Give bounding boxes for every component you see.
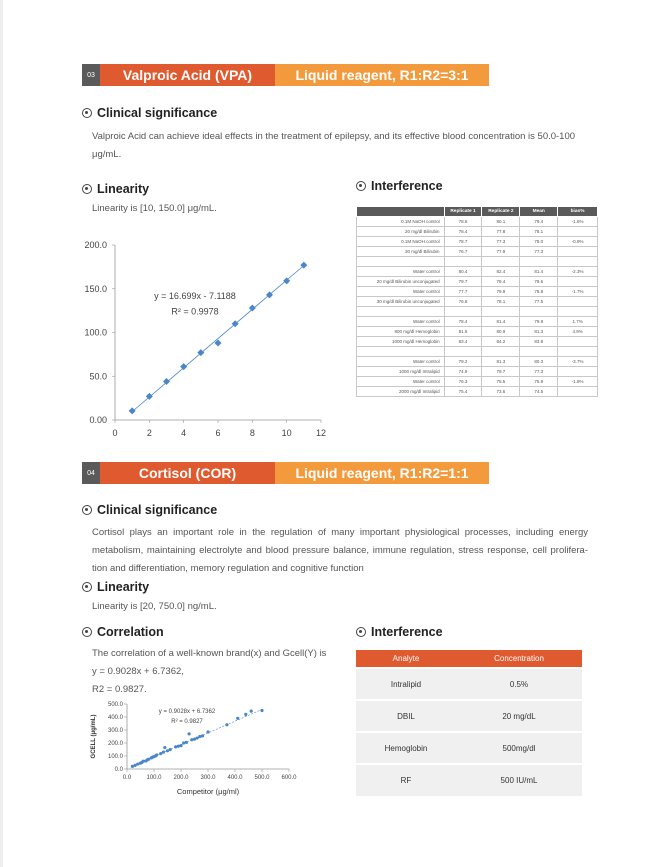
y-tick-label: 200.0 (107, 741, 123, 747)
table-cell: 74.9 (444, 367, 482, 377)
y-tick-label: 0.00 (89, 415, 107, 425)
data-point (236, 717, 239, 720)
correlation-line-1: The correlation of a well-known brand(x) and Gcell(Y) is (92, 648, 327, 659)
table-cell: 79.9 (482, 287, 520, 297)
x-tick-label: 100.0 (146, 775, 162, 781)
table-cell (558, 387, 598, 397)
y-axis-label: GCELL (μg/mL) (91, 714, 97, 759)
table-cell: 79.4 (482, 277, 520, 287)
table-cell (558, 277, 598, 287)
data-point (129, 407, 136, 414)
table-cell: Hemoglobin (356, 732, 456, 764)
data-point (179, 744, 182, 747)
table-cell: 78.6 (444, 217, 482, 227)
data-point (198, 735, 201, 738)
linearity-chart (72, 232, 342, 447)
data-point (163, 746, 166, 749)
table-cell: 30 mg/dl Bilirubin (357, 247, 445, 257)
table-cell: 78.0 (520, 237, 558, 247)
table-cell: 80.3 (520, 357, 558, 367)
table-cell: 82.4 (482, 267, 520, 277)
clinical-heading: Clinical significance (82, 503, 217, 517)
target-icon (82, 184, 92, 194)
table-cell: 75.9 (520, 377, 558, 387)
table-row (357, 377, 598, 387)
table-cell (558, 257, 598, 267)
x-tick-label: 12 (315, 428, 327, 438)
table-cell: 80.4 (444, 267, 482, 277)
data-point (163, 378, 170, 385)
x-tick-label: 400.0 (227, 775, 243, 781)
table-cell: 75.4 (444, 387, 482, 397)
data-point (260, 709, 263, 712)
table-row (357, 237, 598, 247)
target-icon (82, 505, 92, 515)
table-cell (520, 307, 558, 317)
table-cell: -1.8% (558, 377, 598, 387)
clinical-heading: Clinical significance (82, 106, 217, 120)
table-cell: 79.4 (520, 217, 558, 227)
table-row (356, 732, 582, 764)
data-point (182, 741, 185, 744)
table-row (357, 227, 598, 237)
reagent-banner: Liquid reagent, R1:R2=3:1 (275, 64, 489, 86)
table-cell (520, 257, 558, 267)
table-row (356, 700, 582, 732)
target-icon (82, 627, 92, 637)
table-cell (558, 307, 598, 317)
table-cell: 79.7 (482, 367, 520, 377)
table-cell: 78.4 (444, 317, 482, 327)
table-cell: 20 mg/dL (456, 700, 582, 732)
table-cell: 77.9 (482, 247, 520, 257)
table-row (357, 217, 598, 227)
table-cell: 78.7 (444, 237, 482, 247)
table-cell: 0.1M NaOH control (357, 217, 445, 227)
linearity-text: Linearity is [10, 150.0] μg/mL. (92, 203, 217, 214)
linearity-heading: Linearity (82, 580, 149, 594)
table-header-cell: bias% (558, 207, 598, 217)
r2-label: R² = 0.9978 (171, 306, 219, 317)
x-axis-label: Competitor (μg/ml) (176, 787, 240, 796)
table-cell: RF (356, 764, 456, 796)
table-cell (558, 367, 598, 377)
table-header-cell (357, 207, 445, 217)
table-cell: 79.7 (444, 277, 482, 287)
data-point (174, 745, 177, 748)
page-edge (0, 0, 3, 867)
table-row (357, 307, 598, 317)
table-cell: 80.1 (482, 217, 520, 227)
data-point (249, 305, 256, 312)
clinical-text: Cortisol plays an important role in the regulation of many important physiological processes, including energy metabolism, maintaining electrolyte and blood pressure balance, immune regulation, stress response, cell prolifera-tion and differentiation, memory regulation and cognitive function (92, 527, 588, 574)
section-number: 04 (82, 462, 100, 484)
table-cell: 800 mg/dl Hemoglobin (357, 327, 445, 337)
table-cell: 78.4 (444, 227, 482, 237)
data-point (162, 751, 165, 754)
section-title: Cortisol (COR) (100, 462, 275, 484)
table-cell: 77.8 (482, 227, 520, 237)
table-cell (444, 307, 482, 317)
table-row (357, 357, 598, 367)
x-tick-label: 600.0 (281, 775, 297, 781)
table-cell: 30 mg/dl Bilirubin unconjugated (357, 297, 445, 307)
table-cell: 1000 mg/dl Intralipid (357, 367, 445, 377)
x-tick-label: 300.0 (200, 775, 216, 781)
table-cell (558, 337, 598, 347)
table-cell: 1000 mg/dl Hemoglobin (357, 337, 445, 347)
table-header-cell: Analyte (356, 650, 456, 668)
x-tick-label: 0.0 (122, 775, 132, 781)
table-cell: 81.4 (482, 317, 520, 327)
table-cell: 80.9 (482, 327, 520, 337)
table-row (357, 337, 598, 347)
data-point (206, 730, 209, 733)
y-tick-label: 100.0 (84, 327, 107, 338)
target-icon (82, 108, 92, 118)
table-cell: 77.3 (520, 367, 558, 377)
section-number: 03 (82, 64, 100, 86)
interference-table (356, 206, 598, 397)
table-cell: 20 mg/dl Bilirubin unconjugated (357, 277, 445, 287)
table-cell: 77.7 (444, 287, 482, 297)
table-cell (357, 347, 445, 357)
table-cell: -2.3% (558, 267, 598, 277)
table-cell: 79.9 (520, 317, 558, 327)
table-cell: 78.1 (520, 227, 558, 237)
data-point (142, 760, 145, 763)
table-row (357, 367, 598, 377)
table-cell: 79.2 (444, 357, 482, 367)
table-cell: 81.4 (520, 267, 558, 277)
table-row (357, 387, 598, 397)
x-tick-label: 0 (112, 428, 118, 438)
table-row (357, 277, 598, 287)
table-cell: 76.3 (444, 377, 482, 387)
data-point (225, 723, 228, 726)
table-cell (357, 307, 445, 317)
linearity-text: Linearity is [20, 750.0] ng/mL. (92, 601, 217, 612)
table-row (357, 347, 598, 357)
table-cell: 4.9% (558, 327, 598, 337)
table-row (357, 317, 598, 327)
table-cell: 79.6 (520, 277, 558, 287)
table-cell (558, 227, 598, 237)
table-row (356, 764, 582, 796)
correlation-heading: Correlation (82, 625, 164, 639)
x-tick-label: 8 (249, 428, 255, 438)
table-cell: 83.8 (520, 337, 558, 347)
table-cell (444, 347, 482, 357)
table-row (357, 287, 598, 297)
data-point (201, 734, 204, 737)
y-tick-label: 150.0 (84, 283, 107, 294)
table-cell: 77.3 (520, 247, 558, 257)
interference-table-2 (356, 650, 582, 796)
table-cell: -0.9% (558, 237, 598, 247)
table-cell (558, 297, 598, 307)
data-point (169, 748, 172, 751)
y-tick-label: 300.0 (107, 728, 123, 734)
data-point (244, 713, 247, 716)
table-cell: Water control (357, 377, 445, 387)
table-cell: 84.2 (482, 337, 520, 347)
table-cell: 500mg/dl (456, 732, 582, 764)
table-header-row (356, 650, 582, 668)
table-cell (357, 257, 445, 267)
table-header-cell: Replicate 1 (444, 207, 482, 217)
x-tick-label: 2 (146, 428, 152, 438)
table-row (356, 668, 582, 700)
target-icon (82, 582, 92, 592)
y-tick-label: 50.0 (89, 371, 107, 382)
table-row (357, 267, 598, 277)
x-tick-label: 4 (181, 428, 187, 438)
table-cell: 77.5 (520, 297, 558, 307)
table-cell: Water control (357, 287, 445, 297)
table-cell (482, 257, 520, 267)
trendline (132, 266, 304, 412)
table-cell: 73.6 (482, 387, 520, 397)
correlation-line-3: R2 = 0.9827. (92, 684, 147, 695)
table-cell: 2000 mg/dl Intralipid (357, 387, 445, 397)
y-tick-label: 100.0 (107, 754, 123, 760)
x-tick-label: 10 (281, 428, 292, 438)
table-header-cell: Mean (520, 207, 558, 217)
equation-label: y = 0.9028x + 6.7362 (158, 709, 216, 715)
table-header-row (357, 207, 598, 217)
y-tick-label: 500.0 (107, 702, 123, 708)
table-row (357, 327, 598, 337)
data-point (159, 752, 162, 755)
table-cell: 83.4 (444, 337, 482, 347)
table-row (357, 247, 598, 257)
target-icon (356, 181, 366, 191)
table-cell (558, 347, 598, 357)
table-cell: 500 IU/mL (456, 764, 582, 796)
table-cell: Water control (357, 267, 445, 277)
data-point (188, 732, 191, 735)
data-point (196, 736, 199, 739)
table-cell (558, 247, 598, 257)
data-point (190, 738, 193, 741)
data-point (180, 363, 187, 370)
table-cell: 1.7% (558, 317, 598, 327)
table-cell: Intralipid (356, 668, 456, 700)
correlation-chart (86, 698, 304, 803)
table-header-cell: Replicate 2 (482, 207, 520, 217)
table-row (357, 257, 598, 267)
table-cell: 0.1M NaOH control (357, 237, 445, 247)
table-cell: 78.1 (482, 297, 520, 307)
table-cell: 76.7 (444, 247, 482, 257)
table-cell: 74.5 (520, 387, 558, 397)
table-cell: 20 mg/dl Bilirubin (357, 227, 445, 237)
table-cell: 78.8 (520, 287, 558, 297)
x-tick-label: 6 (215, 428, 221, 438)
linearity-heading: Linearity (82, 182, 149, 196)
table-cell: 81.3 (520, 327, 558, 337)
table-cell: DBIL (356, 700, 456, 732)
y-tick-label: 400.0 (107, 715, 123, 721)
clinical-text: Valproic Acid can achieve ideal effects in the treatment of epilepsy, and its effective blood concentration is 50.0-100 μg/mL. (92, 131, 576, 160)
table-cell: 81.6 (444, 327, 482, 337)
table-cell: -3.7% (558, 357, 598, 367)
equation-label: y = 16.699x - 7.1188 (154, 291, 236, 301)
table-cell: Water control (357, 317, 445, 327)
x-tick-label: 500.0 (254, 775, 270, 781)
correlation-line-2: y = 0.9028x + 6.7362, (92, 666, 184, 677)
table-cell: -1.6% (558, 217, 598, 227)
table-cell: 76.8 (444, 297, 482, 307)
table-header-cell: Concentration (456, 650, 582, 668)
target-icon (356, 627, 366, 637)
table-cell (520, 347, 558, 357)
data-point (155, 753, 158, 756)
x-tick-label: 200.0 (173, 775, 189, 781)
table-cell: 81.3 (482, 357, 520, 367)
table-cell: 0.5% (456, 668, 582, 700)
data-point (250, 710, 253, 713)
interference-heading: Interference (356, 179, 443, 193)
section-title: Valproic Acid (VPA) (100, 64, 275, 86)
interference-heading: Interference (356, 625, 443, 639)
table-cell: -1.7% (558, 287, 598, 297)
r2-label: R² = 0.9827 (171, 719, 203, 726)
table-cell: 77.3 (482, 237, 520, 247)
table-cell (444, 257, 482, 267)
reagent-banner: Liquid reagent, R1:R2=1:1 (275, 462, 489, 484)
table-cell (482, 307, 520, 317)
table-cell: 75.5 (482, 377, 520, 387)
y-tick-label: 0.0 (114, 767, 123, 773)
y-tick-label: 200.0 (84, 240, 107, 250)
data-point (177, 745, 180, 748)
table-row (357, 297, 598, 307)
data-point (185, 741, 188, 744)
table-cell: Water control (357, 357, 445, 367)
table-cell (482, 347, 520, 357)
